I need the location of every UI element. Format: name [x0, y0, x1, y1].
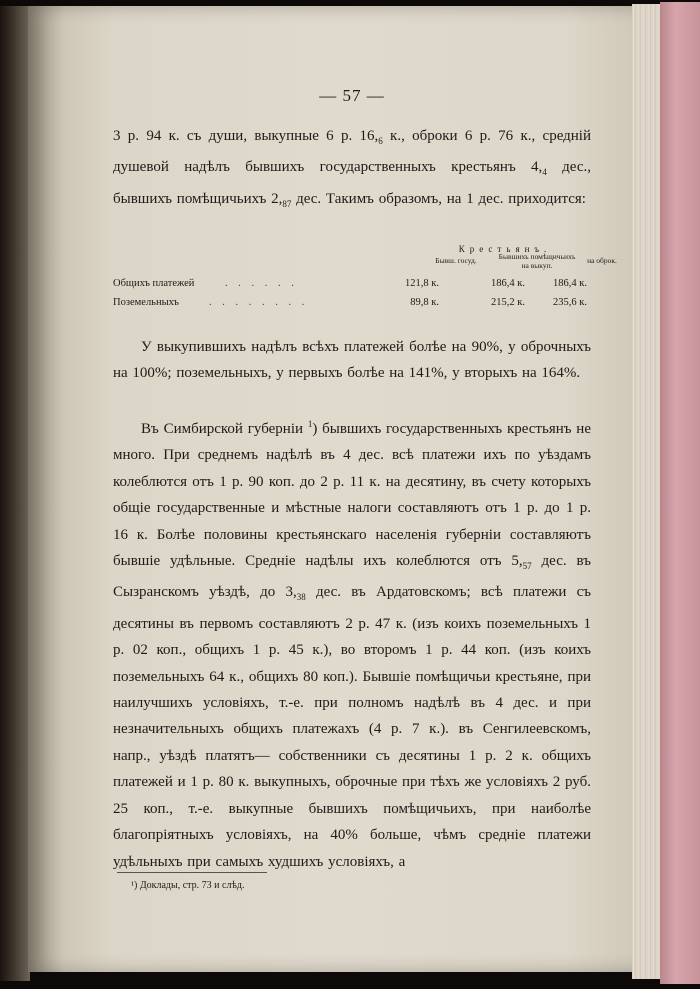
table-cell: 186,4 к. [491, 278, 525, 289]
row-dots: . . . . . . . . [209, 297, 309, 308]
row-label: Общихъ платежей [113, 278, 195, 289]
left-page-edge [0, 6, 30, 981]
row-dots: . . . . . . [225, 278, 298, 289]
table-cell: 215,2 к. [491, 297, 525, 308]
book-page [28, 6, 640, 972]
table-cell: 186,4 к. [553, 278, 587, 289]
table-cell: 235,6 к. [553, 297, 587, 308]
table-cell: 89,8 к. [410, 297, 439, 308]
table-row [113, 278, 591, 296]
paragraph-2: У выкупившихъ надѣлъ всѣхъ платежей болѣе на 90%, у оброчныхъ на 100%; поземельныхъ, у первыхъ болѣе на 141%, у вторыхъ на 164%. [113, 339, 591, 382]
column-header-quitrent: на оброк. [587, 256, 617, 265]
paragraph-1: 3 р. 94 к. съ души, выкупные 6 р. $16,_6$ к., оброки 6 р. 76 к., средній душевой надѣлъ бывшихъ государственныхъ крестьянъ $4,_4$ дес., бывшихъ помѣщичьихъ $2,_{87}$ дес. Такимъ образомъ, на 1 дес. приходится: [113, 128, 592, 209]
row-label: Поземельныхъ [113, 297, 179, 308]
table-row [113, 297, 591, 315]
table-group-header: Крестьянъ. [458, 244, 552, 254]
column-header-redeemed: Бывшихъ помѣщичьихъ на выкуп. [498, 252, 576, 270]
paragraph-3: Въ Симбирской губерніи $^1$) бывшихъ государственныхъ крестьянъ не много. При среднемъ надѣлѣ въ 4 дес. всѣ платежи ихъ по уѣздамъ колеблются отъ 1 р. 90 коп. до 2 р. 11 к. на десятину, въ счету которыхъ общіе государственные и мѣстные налоги составляютъ отъ 1 р. до 1 р. 16 к. Болѣе половины крестьянскаго населенія губерніи составляютъ бывшіе удѣльные. Средніе надѣлы ихъ колеблются отъ $5,_{57}$ дес. въ Сызранскомъ уѣздѣ, до $3,_{38}$ дес. въ Ардатовскомъ; всѣ платежи съ десятины въ первомъ составляютъ 2 р. 47 к. (изъ коихъ поземельныхъ 1 р. 02 коп., общихъ 1 р. 45 к.), во второмъ 1 р. 44 коп. (изъ коихъ поземельныхъ 64 к., общихъ 80 коп.). Бывшіе помѣщичьи крестьяне, при наилучшихъ условіяхъ, т.-е. при полномъ надѣлѣ въ 4 дес. и при незначительныхъ общихъ платежахъ (4 р. 7 к.). въ Сенгилеевскомъ, напр., уѣздѣ платятъ— собственники съ десятины 1 р. 2 к. общихъ платежей и 1 р. 80 к. выкупныхъ, оброчные при тѣхъ же условіяхъ 2 руб. 25 коп., т.-е. выкупные бывшихъ помѣщичьихъ, при наиболѣе благопріятныхъ условіяхъ, на 40% больше, чѣмъ средніе платежи удѣльныхъ при самыхъ худшихъ условіяхъ, а [113, 419, 591, 870]
footnote: ¹) Доклады, стр. 73 и слѣд. [131, 880, 245, 891]
table-cell: 121,8 к. [405, 278, 439, 289]
book-cover-edge [660, 2, 700, 984]
page-number: — 57 — [319, 86, 385, 105]
footnote-divider [117, 872, 267, 873]
column-header-state: Бывш. госуд. [435, 256, 477, 265]
